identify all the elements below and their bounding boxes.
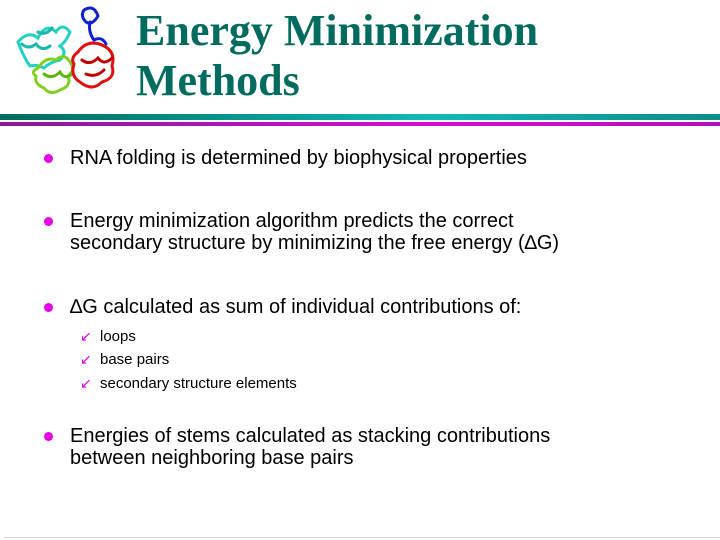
bullet-text: RNA folding is determined by biophysical properties	[70, 147, 527, 169]
title-divider-teal	[0, 114, 720, 120]
sub-bullet-item	[80, 374, 297, 393]
title-line-1: Energy Minimization	[136, 6, 539, 55]
bullet-dot-icon	[44, 154, 53, 163]
arrow-down-left-icon: ↙	[80, 328, 92, 344]
sub-bullet-text: loops	[100, 328, 136, 345]
title-divider-magenta	[0, 122, 720, 126]
sub-bullet-item	[80, 350, 169, 369]
title-line-2: Methods	[136, 56, 300, 105]
bullet-text-line-1: Energies of stems calculated as stacking contributions	[70, 425, 551, 447]
arrow-down-left-icon: ↙	[80, 351, 92, 367]
bullet-text: ∆G calculated as sum of individual contributions of:	[70, 296, 522, 318]
arrow-down-left-icon: ↙	[80, 375, 92, 391]
bullet-dot-icon	[44, 303, 53, 312]
bullet-dot-icon	[44, 432, 53, 441]
sub-bullet-item	[80, 327, 136, 346]
bullet-text-line-2: between neighboring base pairs	[70, 447, 354, 469]
bullet-text-line-1: Energy minimization algorithm predicts the correct	[70, 210, 514, 232]
slide-bottom-border	[4, 537, 720, 538]
sub-bullet-text: secondary structure elements	[100, 375, 297, 392]
protein-structure-logo	[8, 2, 128, 102]
sub-bullet-text: base pairs	[100, 351, 170, 368]
bullet-dot-icon	[44, 217, 53, 226]
slide-title	[136, 6, 538, 106]
bullet-text-line-2: secondary structure by minimizing the free energy (∆G)	[70, 232, 560, 254]
